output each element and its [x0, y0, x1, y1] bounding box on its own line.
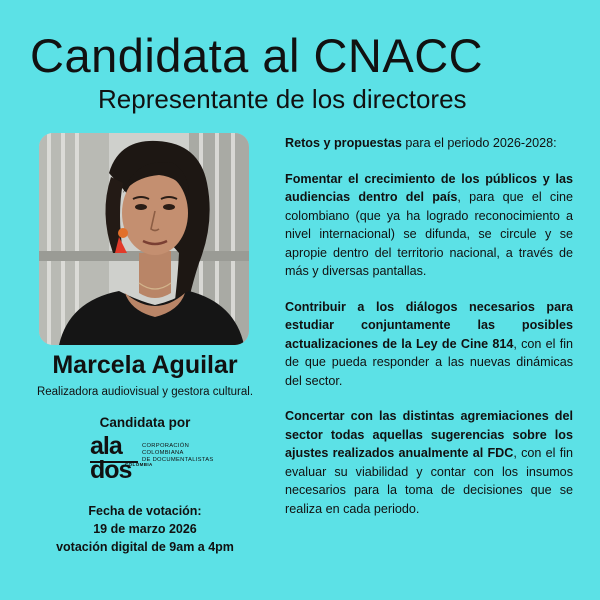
- proposal-2-rest: , con el fin de que pueda responder a las nuevas dinámicas del sector.: [285, 336, 573, 388]
- proposal-1-rest: , para que el cine colombiano (que ya ha logrado reconocimiento a nivel internacional) se difunda, se circule y se apropie dentro del territorio nacional, a través de más y diversas pantallas.: [285, 190, 573, 278]
- voting-date-label: Fecha de votación:: [88, 504, 202, 518]
- logo-mark-top: ala: [90, 432, 122, 460]
- logo-country: COLOMBIA: [125, 462, 153, 467]
- logo-line-3: DE DOCUMENTALISTAS: [142, 457, 214, 464]
- candidate-photo: [39, 133, 249, 345]
- voting-hours: votación digital de 9am a 4pm: [56, 540, 234, 555]
- logo-text: [142, 443, 214, 465]
- proposal-3: [285, 407, 573, 518]
- proposal-1: [285, 170, 573, 281]
- logo-line-2: COLOMBIANA: [142, 450, 184, 457]
- proposals-column: [285, 134, 573, 535]
- proposal-3-rest: , con el fin evaluar su viabilidad y contar con los insumos necesarios para la toma de decisiones que se realiza en cada periodo.: [285, 446, 573, 516]
- proposals-intro-bold: Retos y propuestas: [285, 136, 402, 150]
- candidate-role: Realizadora audiovisual y gestora cultural.: [36, 386, 254, 398]
- proposals-intro: [285, 134, 573, 153]
- voting-info: [0, 502, 290, 556]
- proposals-intro-rest: para el periodo 2026-2028:: [401, 136, 557, 150]
- page-title: Candidata al CNACC: [30, 29, 484, 82]
- proposal-1-bold: Fomentar el crecimiento de los públicos y las audiencias dentro del país: [285, 171, 573, 204]
- sponsor-label: Candidata por: [99, 415, 191, 430]
- candidate-name: Marcela Aguilar: [52, 351, 238, 379]
- proposal-2-bold: Contribuir a los diálogos necesarios para estudiar conjuntamente las posibles actualizaciones de la Ley de Cine 814: [285, 299, 573, 351]
- voting-date: 19 de marzo 2026: [93, 522, 197, 537]
- alados-logo: [90, 432, 230, 492]
- proposal-2: [285, 298, 573, 391]
- page-subtitle: Representante de los directores: [98, 84, 467, 114]
- proposal-3-bold: Concertar con las distintas agremiaciones del sector todas aquellas sugerencias sobre los ajustes realizados anualmente al FDC: [285, 409, 573, 460]
- logo-line-1: CORPORACIÓN: [142, 443, 190, 449]
- logo-mark-bottom: dos: [90, 456, 132, 484]
